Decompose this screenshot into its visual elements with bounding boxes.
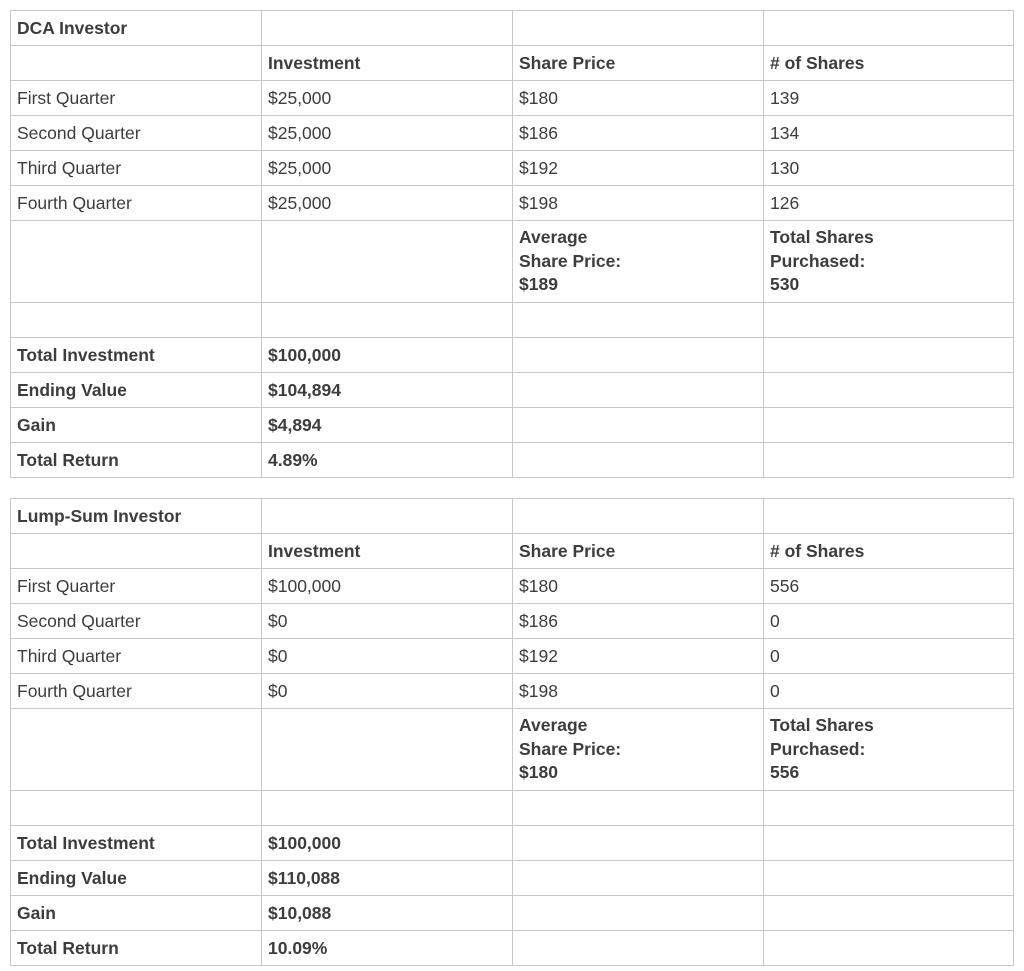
summary-label: Ending Value — [11, 861, 262, 896]
average-label: Average — [519, 715, 588, 735]
table-title-row — [11, 499, 1014, 534]
summary-value: 4.89% — [262, 443, 513, 478]
empty-cell — [764, 896, 1014, 931]
table-row — [11, 116, 1014, 151]
summary-label: Total Return — [11, 931, 262, 966]
empty-cell — [764, 373, 1014, 408]
empty-cell — [513, 373, 764, 408]
empty-cell — [11, 709, 262, 791]
table-title: DCA Investor — [11, 11, 262, 46]
empty-cell — [513, 791, 764, 826]
share-price-label: Share Price: — [519, 250, 622, 271]
empty-cell — [513, 861, 764, 896]
summary-label: Total Return — [11, 443, 262, 478]
total-shares-label: Total Shares — [770, 227, 874, 247]
table-title-row — [11, 11, 1014, 46]
summary-label: Ending Value — [11, 373, 262, 408]
empty-cell — [764, 408, 1014, 443]
column-header-share-price: Share Price — [513, 534, 764, 569]
summary-row — [11, 373, 1014, 408]
summary-label: Total Investment — [11, 826, 262, 861]
table-row — [11, 604, 1014, 639]
purchased-label: Purchased: — [770, 250, 866, 271]
summary-value: $10,088 — [262, 896, 513, 931]
empty-cell — [262, 499, 513, 534]
empty-cell — [764, 826, 1014, 861]
empty-cell — [513, 338, 764, 373]
share-price-cell: $186 — [513, 116, 764, 151]
totals-row — [11, 709, 1014, 791]
investment-cell: $0 — [262, 674, 513, 709]
shares-cell: 126 — [764, 186, 1014, 221]
empty-cell — [764, 499, 1014, 534]
empty-cell — [11, 791, 262, 826]
summary-value: $104,894 — [262, 373, 513, 408]
empty-cell — [764, 338, 1014, 373]
average-share-price-cell — [513, 709, 764, 791]
shares-cell: 134 — [764, 116, 1014, 151]
summary-row — [11, 408, 1014, 443]
quarter-label: Second Quarter — [11, 604, 262, 639]
share-price-cell: $198 — [513, 674, 764, 709]
empty-cell — [513, 11, 764, 46]
average-share-price-cell — [513, 221, 764, 303]
share-price-cell: $192 — [513, 151, 764, 186]
summary-row — [11, 826, 1014, 861]
shares-cell: 0 — [764, 639, 1014, 674]
quarter-label: Third Quarter — [11, 151, 262, 186]
quarter-label: Second Quarter — [11, 116, 262, 151]
share-price-cell: $192 — [513, 639, 764, 674]
total-shares-cell — [764, 709, 1014, 791]
summary-row — [11, 338, 1014, 373]
empty-cell — [262, 791, 513, 826]
header-row — [11, 46, 1014, 81]
spacer-row — [11, 791, 1014, 826]
empty-cell — [262, 303, 513, 338]
empty-cell — [513, 499, 764, 534]
quarter-label: Fourth Quarter — [11, 674, 262, 709]
quarter-label: First Quarter — [11, 569, 262, 604]
table-title: Lump-Sum Investor — [11, 499, 262, 534]
table-row — [11, 674, 1014, 709]
summary-row — [11, 931, 1014, 966]
investment-cell: $0 — [262, 604, 513, 639]
table-row — [11, 81, 1014, 116]
shares-cell: 556 — [764, 569, 1014, 604]
table-row — [11, 186, 1014, 221]
share-price-cell: $180 — [513, 569, 764, 604]
empty-cell — [262, 11, 513, 46]
empty-cell — [513, 826, 764, 861]
empty-cell — [11, 46, 262, 81]
summary-row — [11, 896, 1014, 931]
lump-sum-investor-table — [10, 498, 1014, 966]
column-header-share-price: Share Price — [513, 46, 764, 81]
summary-value: $100,000 — [262, 826, 513, 861]
shares-cell: 139 — [764, 81, 1014, 116]
header-row — [11, 534, 1014, 569]
empty-cell — [764, 11, 1014, 46]
total-shares-label: Total Shares — [770, 715, 874, 735]
summary-value: 10.09% — [262, 931, 513, 966]
empty-cell — [513, 303, 764, 338]
average-label: Average — [519, 227, 588, 247]
purchased-label: Purchased: — [770, 738, 866, 759]
share-price-cell: $198 — [513, 186, 764, 221]
shares-cell: 0 — [764, 674, 1014, 709]
total-shares-cell — [764, 221, 1014, 303]
average-share-price-value: $180 — [519, 762, 558, 782]
investment-cell: $100,000 — [262, 569, 513, 604]
summary-value: $100,000 — [262, 338, 513, 373]
empty-cell — [764, 303, 1014, 338]
dca-investor-table — [10, 10, 1014, 478]
column-header-investment: Investment — [262, 46, 513, 81]
empty-cell — [11, 221, 262, 303]
summary-label: Gain — [11, 408, 262, 443]
empty-cell — [764, 791, 1014, 826]
shares-cell: 0 — [764, 604, 1014, 639]
totals-row — [11, 221, 1014, 303]
column-header-shares: # of Shares — [764, 46, 1014, 81]
empty-cell — [513, 443, 764, 478]
investment-cell: $25,000 — [262, 186, 513, 221]
share-price-cell: $186 — [513, 604, 764, 639]
table-row — [11, 569, 1014, 604]
empty-cell — [262, 709, 513, 791]
empty-cell — [262, 221, 513, 303]
summary-label: Gain — [11, 896, 262, 931]
empty-cell — [11, 303, 262, 338]
investment-cell: $25,000 — [262, 81, 513, 116]
shares-cell: 130 — [764, 151, 1014, 186]
quarter-label: Fourth Quarter — [11, 186, 262, 221]
investment-cell: $25,000 — [262, 116, 513, 151]
total-shares-value: 530 — [770, 274, 800, 294]
share-price-label: Share Price: — [519, 738, 622, 759]
empty-cell — [764, 861, 1014, 896]
empty-cell — [513, 896, 764, 931]
summary-label: Total Investment — [11, 338, 262, 373]
investment-cell: $25,000 — [262, 151, 513, 186]
summary-row — [11, 443, 1014, 478]
total-shares-value: 556 — [770, 762, 800, 782]
empty-cell — [513, 931, 764, 966]
summary-value: $110,088 — [262, 861, 513, 896]
investment-cell: $0 — [262, 639, 513, 674]
share-price-cell: $180 — [513, 81, 764, 116]
empty-cell — [764, 931, 1014, 966]
quarter-label: Third Quarter — [11, 639, 262, 674]
quarter-label: First Quarter — [11, 81, 262, 116]
empty-cell — [764, 443, 1014, 478]
table-row — [11, 151, 1014, 186]
spacer-row — [11, 303, 1014, 338]
table-row — [11, 639, 1014, 674]
summary-row — [11, 861, 1014, 896]
empty-cell — [11, 534, 262, 569]
column-header-investment: Investment — [262, 534, 513, 569]
column-header-shares: # of Shares — [764, 534, 1014, 569]
empty-cell — [513, 408, 764, 443]
summary-value: $4,894 — [262, 408, 513, 443]
average-share-price-value: $189 — [519, 274, 558, 294]
